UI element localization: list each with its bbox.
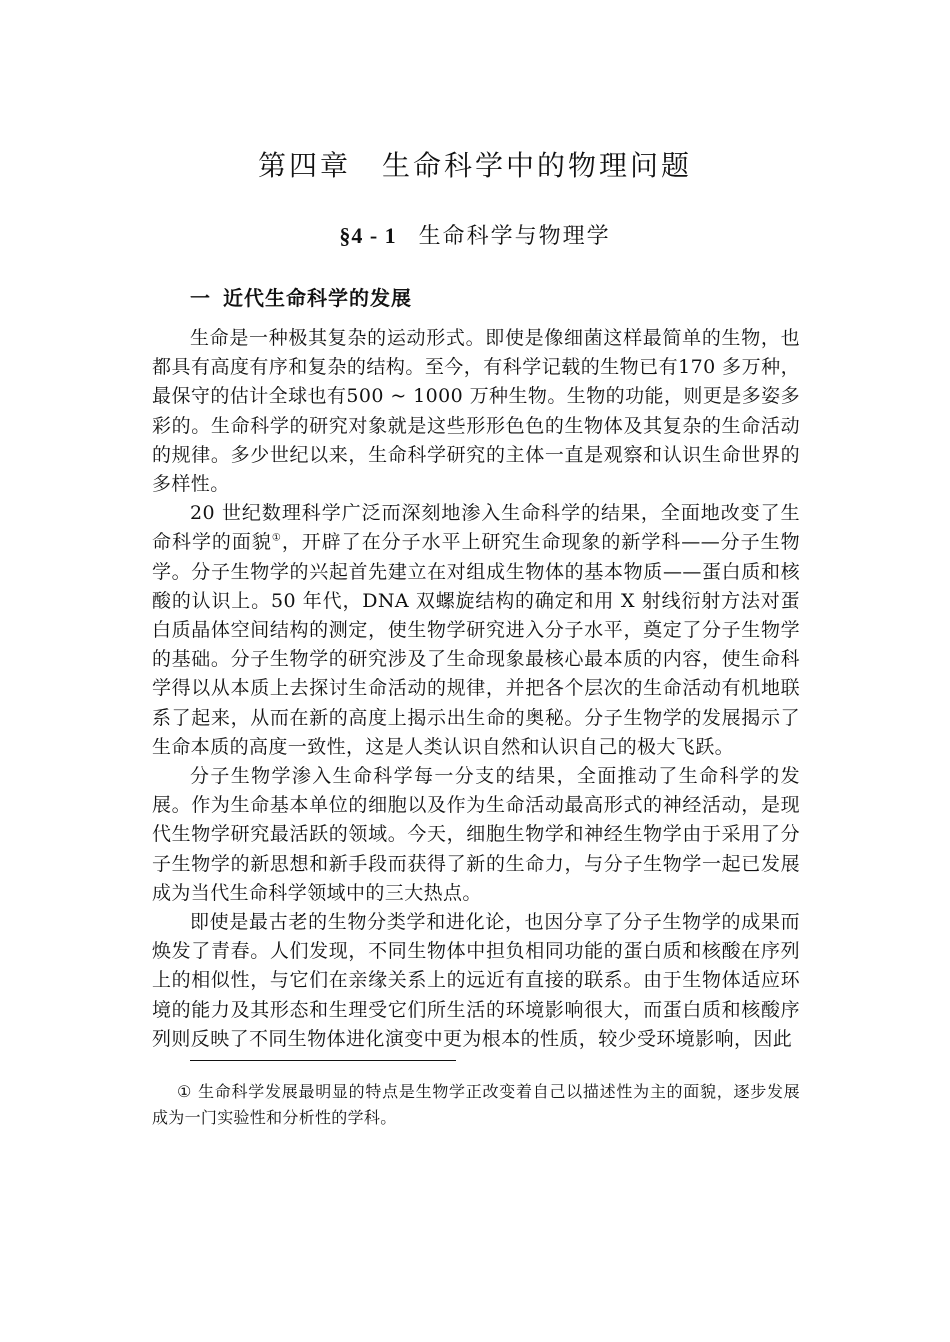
section-number: §4 - 1 (339, 223, 397, 248)
chapter-title: 第四章 生命科学中的物理问题 (257, 149, 692, 182)
section-title: 生命科学与物理学 (418, 224, 611, 249)
paragraph-2 (152, 499, 800, 762)
footnote-divider (190, 1060, 456, 1061)
footnote-reference[interactable]: ① (271, 533, 282, 545)
paragraph-1: 生命是一种极其复杂的运动形式。即使是像细菌这样最简单的生物，也都具有高度有序和复杂的结构。至今，有科学记载的生物已有170 多万种，最保守的估计全球也有500 ~ 1000 万种生物。生物的功能，则更是多姿多彩的。生命科学的研究对象就是这些形形色色的生物体及其复杂的生命活动的规律。多少世纪以来，生命科学研究的主体一直是观察和认识生命世界的多样性。 (152, 327, 800, 496)
paragraph-2-text-a: 20 世纪数理科学广泛而深刻地渗入生命科学的结果，全面地改变了生命科学的面貌 (152, 502, 800, 554)
paragraph-3: 分子生物学渗入生命科学每一分支的结果，全面推动了生命科学的发展。作为生命基本单位的细胞以及作为生命活动最高形式的神经活动，是现代生物学研究最活跃的领域。今天，细胞生物学和神经生物学由于采用了分子生物学的新思想和新手段而获得了新的生命力，与分子生物学一起已发展成为当代生命科学领域中的三大热点。 (152, 765, 800, 904)
paragraph-4: 即使是最古老的生物分类学和进化论，也因分享了分子生物学的成果而焕发了青春。人们发现，不同生物体中担负相同功能的蛋白质和核酸在序列上的相似性，与它们在亲缘关系上的远近有直接的联系。由于生物体适应环境的能力及其形态和生理受它们所生活的环境影响很大，而蛋白质和核酸序列则反映了不同生物体进化演变中更为根本的性质，较少受环境影响，因此 (152, 911, 800, 1050)
body-text (152, 324, 800, 1054)
footnote (152, 1079, 800, 1131)
footnote-marker: ① (177, 1082, 193, 1101)
subsection-title: 近代生命科学的发展 (223, 286, 412, 310)
section-heading (0, 220, 950, 253)
paragraph-2-text-b: ，开辟了在分子水平上研究生命现象的新学科——分子生物学。分子生物学的兴起首先建立在对组成生物体的基本物质——蛋白质和核酸的认识上。50 年代，DNA 双螺旋结构的确定和用 X 射线衍射方法对蛋白质晶体空间结构的测定，使生物学研究进入分子水平，奠定了分子生物学的基础。分子生物学的研究涉及了生命现象最核心最本质的内容，使生命科学得以从本质上去探讨生命活动的规律，并把各个层次的生命活动有机地联系了起来，从而在新的高度上揭示出生命的奥秘。分子生物学的发展揭示了生命本质的高度一致性，这是人类认识自然和认识自己的极大飞跃。 (152, 531, 801, 758)
subsection-number: 一 (190, 286, 211, 310)
subsection-heading (190, 282, 412, 314)
footnote-text: 生命科学发展最明显的特点是生物学正改变着自己以描述性为主的面貌，逐步发展成为一门实验性和分析性的学科。 (152, 1082, 800, 1127)
